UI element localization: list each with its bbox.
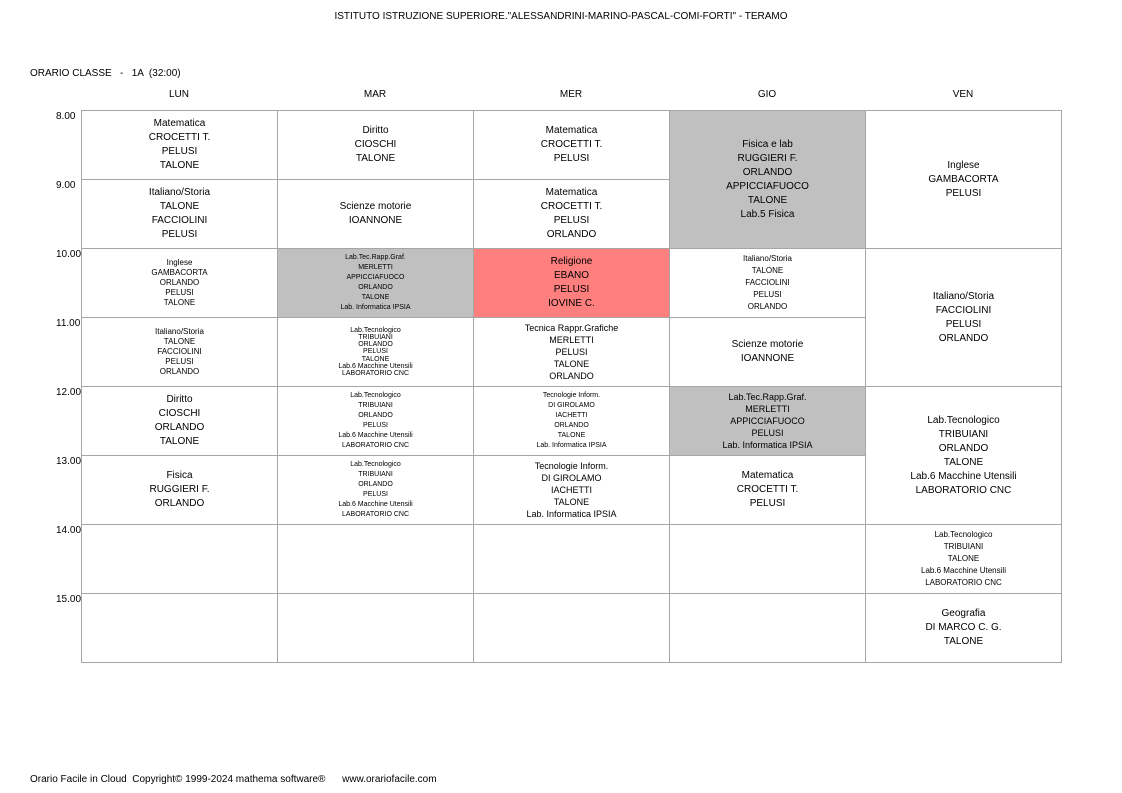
lesson-detail: APPICCIAFUOCO: [730, 416, 805, 426]
lesson-detail: TALONE: [355, 153, 396, 164]
time-label: 11.00: [56, 318, 81, 329]
lesson-detail: LABORATORIO CNC: [341, 442, 410, 449]
lesson-cell[interactable]: [81, 110, 278, 180]
lesson-subject: Tecnologie Inform.: [534, 461, 609, 471]
lesson-detail: DI GIROLAMO: [541, 473, 602, 483]
lesson-detail: TALONE: [159, 160, 200, 171]
lesson-detail: TRIBUIANI: [938, 428, 989, 440]
lesson-subject: Fisica: [166, 470, 193, 481]
lesson-subject: Lab.Tecnologico: [350, 326, 401, 334]
lesson-subject: Lab.Tecnologico: [350, 392, 401, 399]
time-label: 10.00: [56, 249, 82, 260]
lesson-detail: APPICCIAFUOCO: [726, 180, 809, 192]
lesson-detail: GAMBACORTA: [928, 173, 999, 185]
lesson-detail: PELUSI: [363, 491, 388, 498]
lesson-subject: Italiano/Storia: [155, 327, 204, 336]
lesson-cell[interactable]: [277, 179, 474, 249]
lesson-detail: RUGGIERI F.: [149, 484, 210, 495]
lesson-detail: PELUSI: [363, 348, 388, 356]
lesson-subject: Matematica: [153, 118, 206, 129]
lesson-detail: ORLANDO: [554, 422, 589, 429]
lesson-detail: Lab. Informatica IPSIA: [340, 304, 411, 311]
empty-slot[interactable]: [81, 524, 278, 594]
lesson-detail: PELUSI: [553, 215, 590, 226]
lesson-detail: TRIBUIANI: [358, 402, 393, 409]
lesson-detail: TALONE: [943, 636, 984, 647]
lesson-detail: Lab.6 Macchine Utensili: [910, 470, 1017, 482]
lesson-detail: PELUSI: [553, 284, 590, 295]
lesson-subject: Lab.Tecnologico: [350, 461, 401, 468]
day-header-ven: VEN: [952, 89, 974, 100]
lesson-subject: Lab.Tec.Rapp.Graf.: [345, 254, 406, 261]
lesson-detail: ORLANDO: [154, 422, 205, 433]
lesson-detail: TALONE: [553, 497, 590, 507]
lesson-detail: TRIBUIANI: [943, 542, 984, 551]
class-schedule-subtitle: ORARIO CLASSE - 1A (32:00): [30, 68, 181, 79]
lesson-detail: IACHETTI: [550, 485, 592, 495]
lesson-detail: ORLANDO: [938, 332, 989, 344]
lesson-detail: PELUSI: [753, 290, 782, 299]
empty-slot[interactable]: [81, 593, 278, 663]
lesson-detail: ORLANDO: [358, 412, 393, 419]
lesson-detail: FACCIOLINI: [151, 215, 208, 226]
lesson-subject: Lab.Tecnologico: [934, 530, 993, 539]
lesson-detail: PELUSI: [555, 347, 588, 357]
day-header-lun: LUN: [168, 89, 189, 100]
lesson-detail: PELUSI: [165, 357, 194, 366]
lesson-subject: Inglese: [166, 258, 193, 267]
lesson-detail: LABORATORIO CNC: [341, 511, 410, 518]
lesson-cell[interactable]: [865, 593, 1062, 663]
lesson-detail: EBANO: [553, 270, 589, 281]
lesson-cell[interactable]: [277, 317, 474, 387]
lesson-cell[interactable]: [277, 455, 474, 525]
lesson-detail: APPICCIAFUOCO: [346, 274, 405, 281]
lesson-cell[interactable]: [81, 317, 278, 387]
lesson-detail: TRIBUIANI: [358, 471, 393, 478]
lesson-cell[interactable]: [81, 248, 278, 318]
lesson-cell[interactable]: [81, 179, 278, 249]
lesson-detail: DI MARCO C. G.: [925, 622, 1002, 633]
lesson-cell[interactable]: [473, 386, 670, 456]
lesson-detail: TALONE: [159, 201, 200, 212]
lesson-subject: Scienze motorie: [339, 201, 412, 212]
lesson-detail: ORLANDO: [154, 498, 205, 509]
lesson-detail: TALONE: [163, 298, 196, 307]
lesson-detail: TALONE: [361, 355, 390, 363]
lesson-subject: Geografia: [941, 608, 986, 619]
lesson-subject: Matematica: [545, 125, 598, 136]
lesson-subject: Inglese: [947, 159, 980, 171]
lesson-detail: IOANNONE: [348, 215, 403, 226]
lesson-subject: Matematica: [741, 470, 794, 481]
time-label: 9.00: [56, 180, 76, 191]
lesson-detail: Lab.6 Macchine Utensili: [338, 432, 413, 439]
lesson-cell[interactable]: [865, 524, 1062, 594]
lesson-cell[interactable]: [81, 455, 278, 525]
lesson-detail: Lab. Informatica IPSIA: [722, 440, 813, 450]
lesson-detail: ORLANDO: [159, 367, 200, 376]
lesson-detail: ORLANDO: [742, 166, 793, 178]
lesson-detail: IOVINE C.: [548, 298, 595, 309]
lab-lesson-cell[interactable]: [669, 386, 866, 456]
lesson-detail: MERLETTI: [549, 335, 594, 345]
empty-slot[interactable]: [669, 524, 866, 594]
lesson-detail: ORLANDO: [549, 371, 594, 381]
lesson-subject: Lab.Tec.Rapp.Graf.: [728, 392, 807, 402]
lesson-detail: TALONE: [751, 266, 784, 275]
lesson-detail: PELUSI: [363, 422, 388, 429]
lesson-subject: Scienze motorie: [731, 339, 804, 350]
time-label: 13.00: [56, 456, 82, 467]
lesson-detail: RUGGIERI F.: [737, 152, 798, 164]
lesson-detail: ORLANDO: [747, 302, 788, 311]
lesson-subject: Diritto: [362, 125, 389, 136]
time-label: 12.00: [56, 387, 82, 398]
lesson-detail: ORLANDO: [358, 341, 393, 349]
lesson-detail: CROCETTI T.: [540, 139, 603, 150]
lesson-detail: Lab.6 Macchine Utensili: [338, 362, 413, 370]
lesson-subject: Diritto: [166, 394, 193, 405]
lesson-detail: PELUSI: [749, 498, 786, 509]
empty-slot[interactable]: [473, 524, 670, 594]
lesson-detail: IOANNONE: [740, 353, 795, 364]
lesson-detail: PELUSI: [751, 428, 784, 438]
lesson-detail: ORLANDO: [358, 284, 393, 291]
lesson-detail: FACCIOLINI: [745, 278, 790, 287]
empty-slot[interactable]: [473, 593, 670, 663]
lesson-cell[interactable]: [865, 386, 1062, 525]
lesson-detail: TALONE: [553, 359, 590, 369]
lesson-detail: TALONE: [557, 432, 586, 439]
lesson-cell[interactable]: [669, 455, 866, 525]
religion-lesson-cell[interactable]: [473, 248, 670, 318]
lab-lesson-cell[interactable]: [669, 110, 866, 249]
time-label: 8.00: [56, 111, 76, 122]
lesson-detail: LABORATORIO CNC: [925, 578, 1002, 587]
lesson-cell[interactable]: [473, 110, 670, 180]
lesson-detail: Lab.6 Macchine Utensili: [921, 566, 1006, 575]
lesson-subject: Italiano/Storia: [932, 290, 995, 302]
day-header-gio: GIO: [757, 89, 777, 100]
lesson-detail: DI GIROLAMO: [548, 402, 595, 409]
lesson-detail: CIOSCHI: [158, 408, 201, 419]
lesson-subject: Matematica: [545, 187, 598, 198]
lesson-detail: Lab. Informatica IPSIA: [536, 442, 607, 449]
day-header-mar: MAR: [363, 89, 387, 100]
lesson-detail: TALONE: [947, 554, 980, 563]
lesson-detail: MERLETTI: [358, 264, 393, 271]
lesson-subject: Tecnologie Inform.: [542, 392, 601, 399]
lesson-detail: PELUSI: [553, 153, 590, 164]
lesson-subject: Italiano/Storia: [148, 187, 211, 198]
lesson-cell[interactable]: [473, 317, 670, 387]
lesson-detail: ORLANDO: [159, 278, 200, 287]
day-header-mer: MER: [559, 89, 583, 100]
lesson-subject: Italiano/Storia: [743, 254, 792, 263]
lesson-detail: ORLANDO: [358, 481, 393, 488]
lesson-detail: LABORATORIO CNC: [341, 370, 410, 377]
lesson-detail: ORLANDO: [938, 442, 989, 454]
empty-slot[interactable]: [669, 593, 866, 663]
school-title: ISTITUTO ISTRUZIONE SUPERIORE."ALESSANDRINI-MARINO-PASCAL-COMI-FORTI" - TERAMO: [334, 11, 788, 22]
lesson-detail: CROCETTI T.: [736, 484, 799, 495]
lesson-subject: Lab.Tecnologico: [927, 414, 1000, 426]
lesson-detail: ORLANDO: [546, 229, 597, 240]
lesson-cell[interactable]: [277, 110, 474, 180]
lesson-detail: Lab. Informatica IPSIA: [526, 509, 617, 519]
lesson-detail: LABORATORIO CNC: [915, 484, 1012, 496]
lesson-cell[interactable]: [277, 386, 474, 456]
lesson-cell[interactable]: [473, 455, 670, 525]
lesson-detail: PELUSI: [945, 187, 982, 199]
lesson-detail: FACCIOLINI: [935, 304, 992, 316]
time-label: 15.00: [56, 594, 82, 605]
lesson-detail: TALONE: [361, 294, 390, 301]
lesson-detail: GAMBACORTA: [151, 268, 208, 277]
lesson-subject: Fisica e lab: [742, 138, 793, 150]
lesson-detail: TALONE: [159, 436, 200, 447]
lesson-cell[interactable]: [865, 248, 1062, 387]
lesson-detail: MERLETTI: [745, 404, 790, 414]
time-label: 14.00: [56, 525, 82, 536]
empty-slot[interactable]: [277, 524, 474, 594]
lesson-subject: Tecnica Rappr.Grafiche: [524, 323, 619, 333]
lesson-cell[interactable]: [865, 110, 1062, 249]
lesson-detail: Lab.6 Macchine Utensili: [338, 501, 413, 508]
lesson-detail: TALONE: [747, 194, 788, 206]
lesson-cell[interactable]: [669, 248, 866, 318]
copyright-footer: Orario Facile in Cloud Copyright© 1999-2024 mathema software® www.orariofacile.com: [30, 774, 437, 785]
lesson-cell[interactable]: [473, 179, 670, 249]
lesson-detail: PELUSI: [945, 318, 982, 330]
lesson-detail: CROCETTI T.: [148, 132, 211, 143]
lesson-detail: CIOSCHI: [354, 139, 397, 150]
lesson-cell[interactable]: [81, 386, 278, 456]
lesson-detail: TALONE: [163, 337, 196, 346]
lesson-cell[interactable]: [669, 317, 866, 387]
lesson-detail: PELUSI: [161, 229, 198, 240]
lesson-detail: FACCIOLINI: [157, 347, 202, 356]
lesson-detail: PELUSI: [165, 288, 194, 297]
lesson-detail: IACHETTI: [555, 412, 588, 419]
empty-slot[interactable]: [277, 593, 474, 663]
lesson-detail: PELUSI: [161, 146, 198, 157]
lesson-detail: TALONE: [943, 456, 984, 468]
lesson-detail: CROCETTI T.: [540, 201, 603, 212]
lesson-detail: TRIBUIANI: [358, 333, 393, 341]
lesson-detail: Lab.5 Fisica: [740, 208, 795, 220]
lab-lesson-cell[interactable]: [277, 248, 474, 318]
lesson-subject: Religione: [550, 256, 593, 267]
